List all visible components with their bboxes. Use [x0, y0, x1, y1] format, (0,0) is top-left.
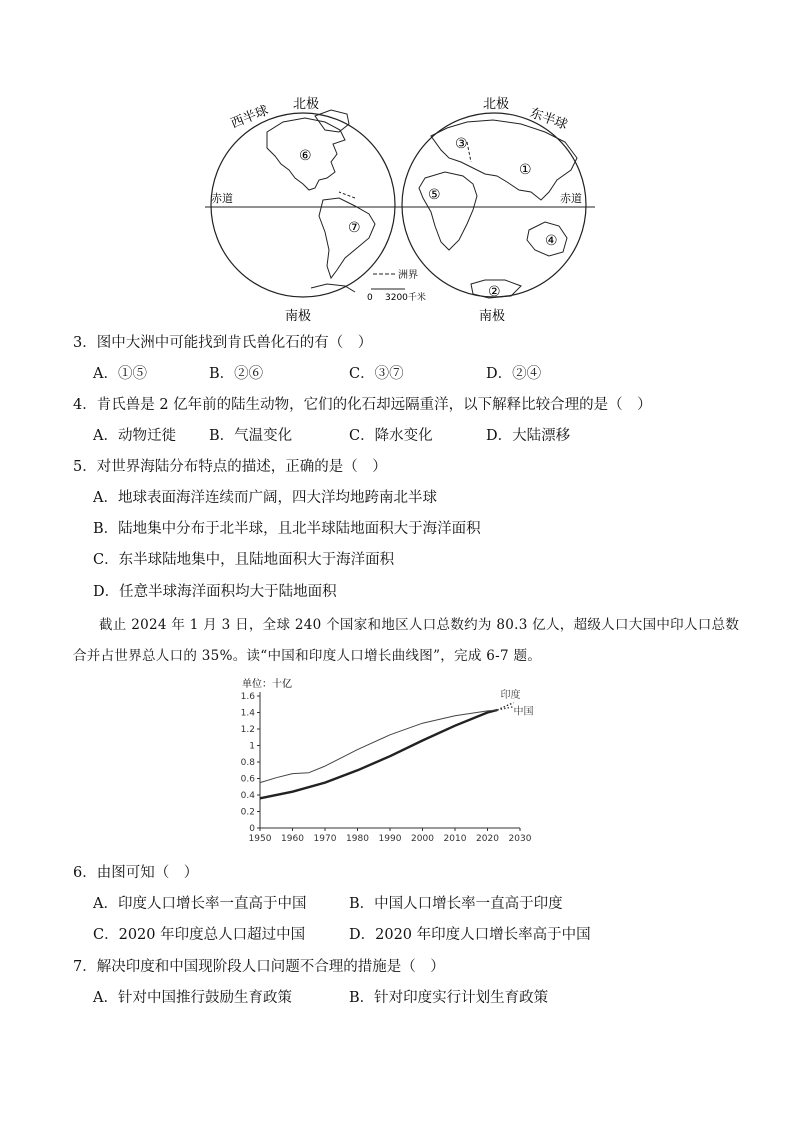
x-tick-label: 2030 — [508, 834, 532, 844]
q5-stem: 5．对世界海陆分布特点的描述，正确的是（ ） — [73, 459, 387, 475]
q3-stem: 3．图中大洲中可能找到肯氏兽化石的有（ ） — [73, 335, 373, 351]
marker-7: ⑦ — [348, 220, 361, 236]
scale-label: 3200千米 — [385, 293, 426, 303]
continent-boundary-dashes — [339, 142, 471, 198]
series-line-china — [260, 710, 497, 783]
series-line-india — [260, 710, 497, 798]
passage-line-2: 合并占世界总人口的 35%。读“中国和印度人口增长曲线图”，完成 6-7 题。 — [73, 648, 542, 664]
marker-4: ④ — [545, 233, 558, 249]
scale-zero: 0 — [367, 293, 373, 303]
q6-option-d[interactable]: D．2020 年印度人口增长率高于中国 — [349, 927, 591, 943]
q5-option-a[interactable]: A．地球表面海洋连续而广阔，四大洋均地跨南北半球 — [93, 490, 437, 506]
marker-2: ② — [488, 284, 501, 300]
x-tick-label: 1980 — [346, 834, 369, 844]
eastern-hemisphere-circle — [402, 113, 586, 297]
x-tick-label: 1950 — [248, 834, 272, 844]
south-pole-right-label: 南极 — [479, 309, 506, 324]
q3-option-b[interactable]: B．②⑥ — [209, 366, 264, 382]
q4-option-b[interactable]: B．气温变化 — [209, 428, 293, 444]
q3-option-d[interactable]: D．②④ — [486, 366, 542, 382]
y-tick-label: 1.6 — [240, 692, 255, 702]
west-hemisphere-label: 西半球 — [228, 103, 271, 132]
q3-option-c[interactable]: C．③⑦ — [349, 366, 404, 382]
south-america-outline — [319, 198, 375, 278]
q6-option-b[interactable]: B．中国人口增长率一直高于印度 — [349, 896, 563, 912]
series-label-china: 中国 — [513, 706, 534, 718]
marker-1: ① — [519, 162, 532, 178]
marker-6: ⑥ — [299, 148, 312, 164]
q7-option-b[interactable]: B．针对印度实行计划生育政策 — [349, 990, 549, 1006]
marker-5: ⑤ — [428, 187, 441, 203]
y-tick-label: 0.8 — [240, 758, 255, 768]
y-tick-label: 0.6 — [240, 774, 255, 785]
y-tick-label: 1 — [249, 741, 255, 752]
y-tick-label: 0.4 — [240, 791, 255, 801]
q5-option-c[interactable]: C．东半球陆地集中，且陆地面积大于海洋面积 — [93, 552, 395, 568]
x-tick-label: 1990 — [378, 834, 402, 844]
y-tick-label: 1.2 — [240, 725, 255, 735]
north-pole-left-label: 北极 — [293, 97, 320, 112]
q5-option-d[interactable]: D．任意半球海洋面积均大于陆地面积 — [93, 584, 337, 600]
marker-3: ③ — [455, 136, 468, 152]
y-tick-label: 0 — [249, 824, 255, 834]
africa-outline — [419, 172, 477, 250]
q7-option-a[interactable]: A．针对中国推行鼓励生育政策 — [93, 990, 292, 1006]
q3-option-a[interactable]: A．①⑤ — [93, 366, 147, 382]
world-hemispheres-map — [205, 92, 595, 327]
equator-right-label: 赤道 — [560, 192, 582, 205]
north-pole-right-label: 北极 — [483, 97, 510, 112]
boundary-legend-label: 洲界 — [398, 270, 418, 281]
q4-option-d[interactable]: D．大陆漂移 — [486, 428, 571, 444]
q4-option-c[interactable]: C．降水变化 — [349, 428, 433, 444]
east-hemisphere-label: 东半球 — [527, 105, 570, 134]
series-label-india: 印度 — [500, 690, 521, 701]
q4-stem: 4．肯氏兽是 2 亿年前的陆生动物，它们的化石却远隔重洋，以下解释比较合理的是（ ） — [73, 397, 652, 413]
q7-stem: 7．解决印度和中国现阶段人口问题不合理的措施是（ ） — [73, 959, 445, 975]
y-tick-label: 1.4 — [240, 708, 255, 719]
chart-unit-label: 单位：十亿 — [242, 679, 292, 690]
q5-option-b[interactable]: B．陆地集中分布于北半球，且北半球陆地面积大于海洋面积 — [93, 521, 481, 537]
q6-option-a[interactable]: A．印度人口增长率一直高于中国 — [93, 896, 307, 912]
x-tick-label: 2020 — [476, 834, 499, 844]
eurasia-outline — [431, 120, 577, 200]
q4-option-a[interactable]: A．动物迁徙 — [93, 428, 176, 444]
x-tick-label: 2010 — [443, 834, 467, 844]
q6-stem: 6．由图可知（ ） — [73, 865, 199, 881]
q6-option-c[interactable]: C．2020 年印度总人口超过中国 — [93, 927, 306, 943]
x-tick-label: 2000 — [411, 834, 434, 844]
y-tick-label: 0.2 — [240, 807, 255, 818]
passage-line-1: 截止 2024 年 1 月 3 日，全球 240 个国家和地区人口总数约为 80.3 亿人，超级人口大国中印人口总数 — [99, 617, 740, 633]
western-hemisphere-circle — [211, 113, 395, 297]
population-growth-chart — [230, 675, 560, 850]
south-pole-left-label: 南极 — [285, 309, 312, 324]
series-projection-china — [497, 707, 513, 710]
x-tick-label: 1970 — [313, 834, 337, 844]
equator-left-label: 赤道 — [211, 192, 233, 205]
x-tick-label: 1960 — [281, 834, 304, 844]
